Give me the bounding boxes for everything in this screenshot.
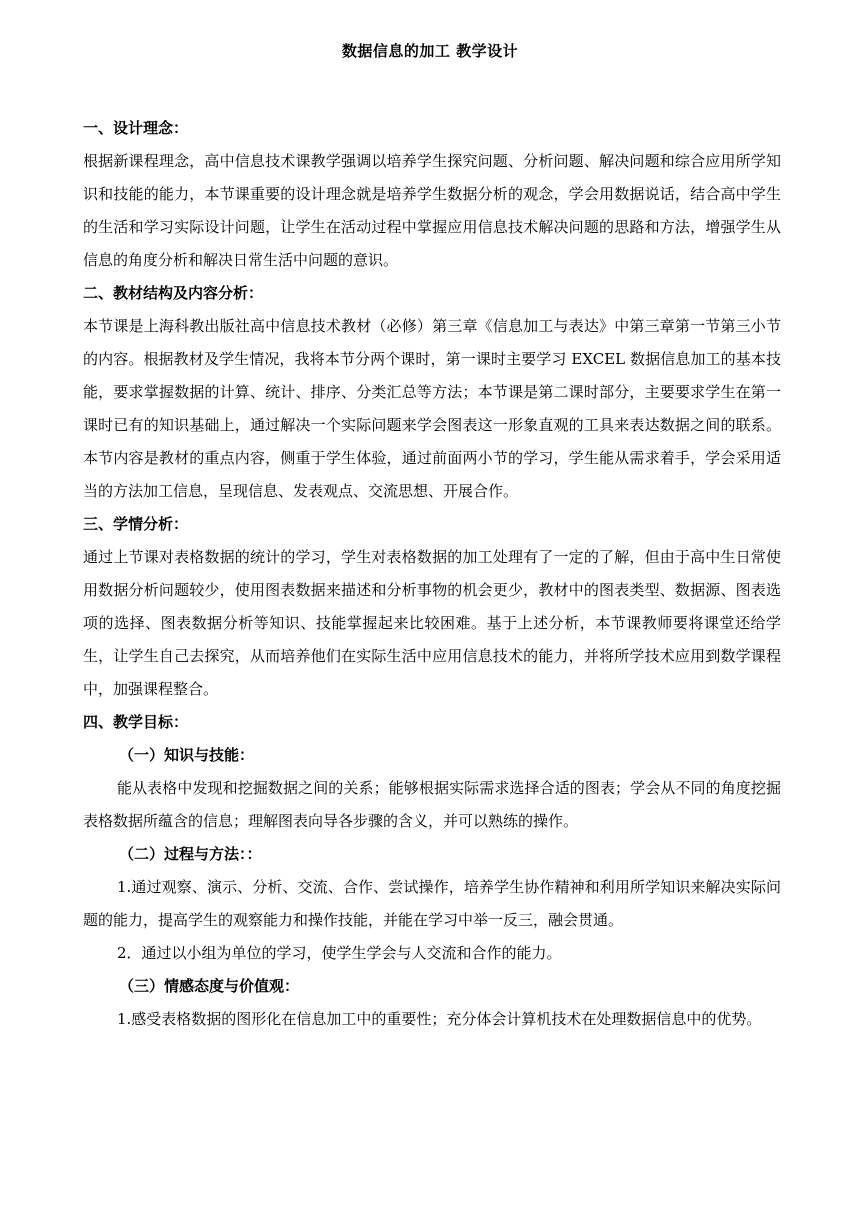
section-heading-design-concept: 一、设计理念：: [83, 119, 189, 137]
subsection-body-knowledge-skills: 能从表格中发现和挖掘数据之间的关系；能够根据实际需求选择合适的图表；学会从不同的角度挖掘表格数据所蕴含的信息；理解图表向导各步骤的含义，并可以熟练的操作。: [83, 779, 781, 830]
subsection-item-process-methods-2: 2．通过以小组为单位的学习，使学生学会与人交流和合作的能力。: [117, 944, 562, 962]
section-body-material-analysis: 本节课是上海科教出版社高中信息技术教材（必修）第三章《信息加工与表达》中第三章第一节第三小节的内容。根据教材及学生情况，我将本节分两个课时，第一课时主要学习 EXCEL 数据信息加工的基本技能，要求掌握数据的计算、统计、排序、分类汇总等方法；本节课是第二课时部分，主要要求学生在第一课时已有的知识基础上，通过解决一个实际问题来学会图表这一形象直观的工具来表达数据之间的联系。本节内容是教材的重点内容，侧重于学生体验，通过前面两小节的学习，学生能从需求着手，学会采用适当的方法加工信息，呈现信息、发表观点、交流思想、开展合作。: [83, 317, 781, 500]
section-heading-material-analysis: 二、教材结构及内容分析：: [83, 284, 264, 302]
document-body: [83, 112, 781, 1036]
document-title: 数据信息的加工 教学设计: [341, 42, 519, 60]
section-heading-teaching-goals: 四、教学目标：: [83, 713, 189, 731]
section-body-student-analysis: 通过上节课对表格数据的统计的学习，学生对表格数据的加工处理有了一定的了解，但由于高中生日常使用数据分析问题较少，使用图表数据来描述和分析事物的机会更少，教材中的图表类型、数据源、图表选项的选择、图表数据分析等知识、技能掌握起来比较困难。基于上述分析，本节课教师要将课堂还给学生，让学生自己去探究，从而培养他们在实际生活中应用信息技术的能力，并将所学技术应用到数学课程中，加强课程整合。: [83, 548, 781, 698]
subsection-heading-attitudes-values: （三）情感态度与价值观：: [119, 977, 300, 995]
subsection-item-attitudes-values-1: 1.感受表格数据的图形化在信息加工中的重要性；充分体会计算机技术在处理数据信息中的优势。: [117, 1010, 762, 1028]
subsection-heading-process-methods: （二）过程与方法：：: [119, 845, 262, 863]
section-heading-student-analysis: 三、学情分析：: [83, 515, 189, 533]
subsection-item-process-methods-1: 1.通过观察、演示、分析、交流、合作、尝试操作，培养学生协作精神和利用所学知识来解决实际问题的能力，提高学生的观察能力和操作技能，并能在学习中举一反三，融会贯通。: [83, 878, 781, 929]
section-body-design-concept: 根据新课程理念，高中信息技术课教学强调以培养学生探究问题、分析问题、解决问题和综合应用所学知识和技能的能力，本节课重要的设计理念就是培养学生数据分析的观念，学会用数据说话，结合高中学生的生活和学习实际设计问题，让学生在活动过程中掌握应用信息技术解决问题的思路和方法，增强学生从信息的角度分析和解决日常生活中问题的意识。: [83, 152, 781, 269]
subsection-heading-knowledge-skills: （一）知识与技能：: [119, 746, 255, 764]
